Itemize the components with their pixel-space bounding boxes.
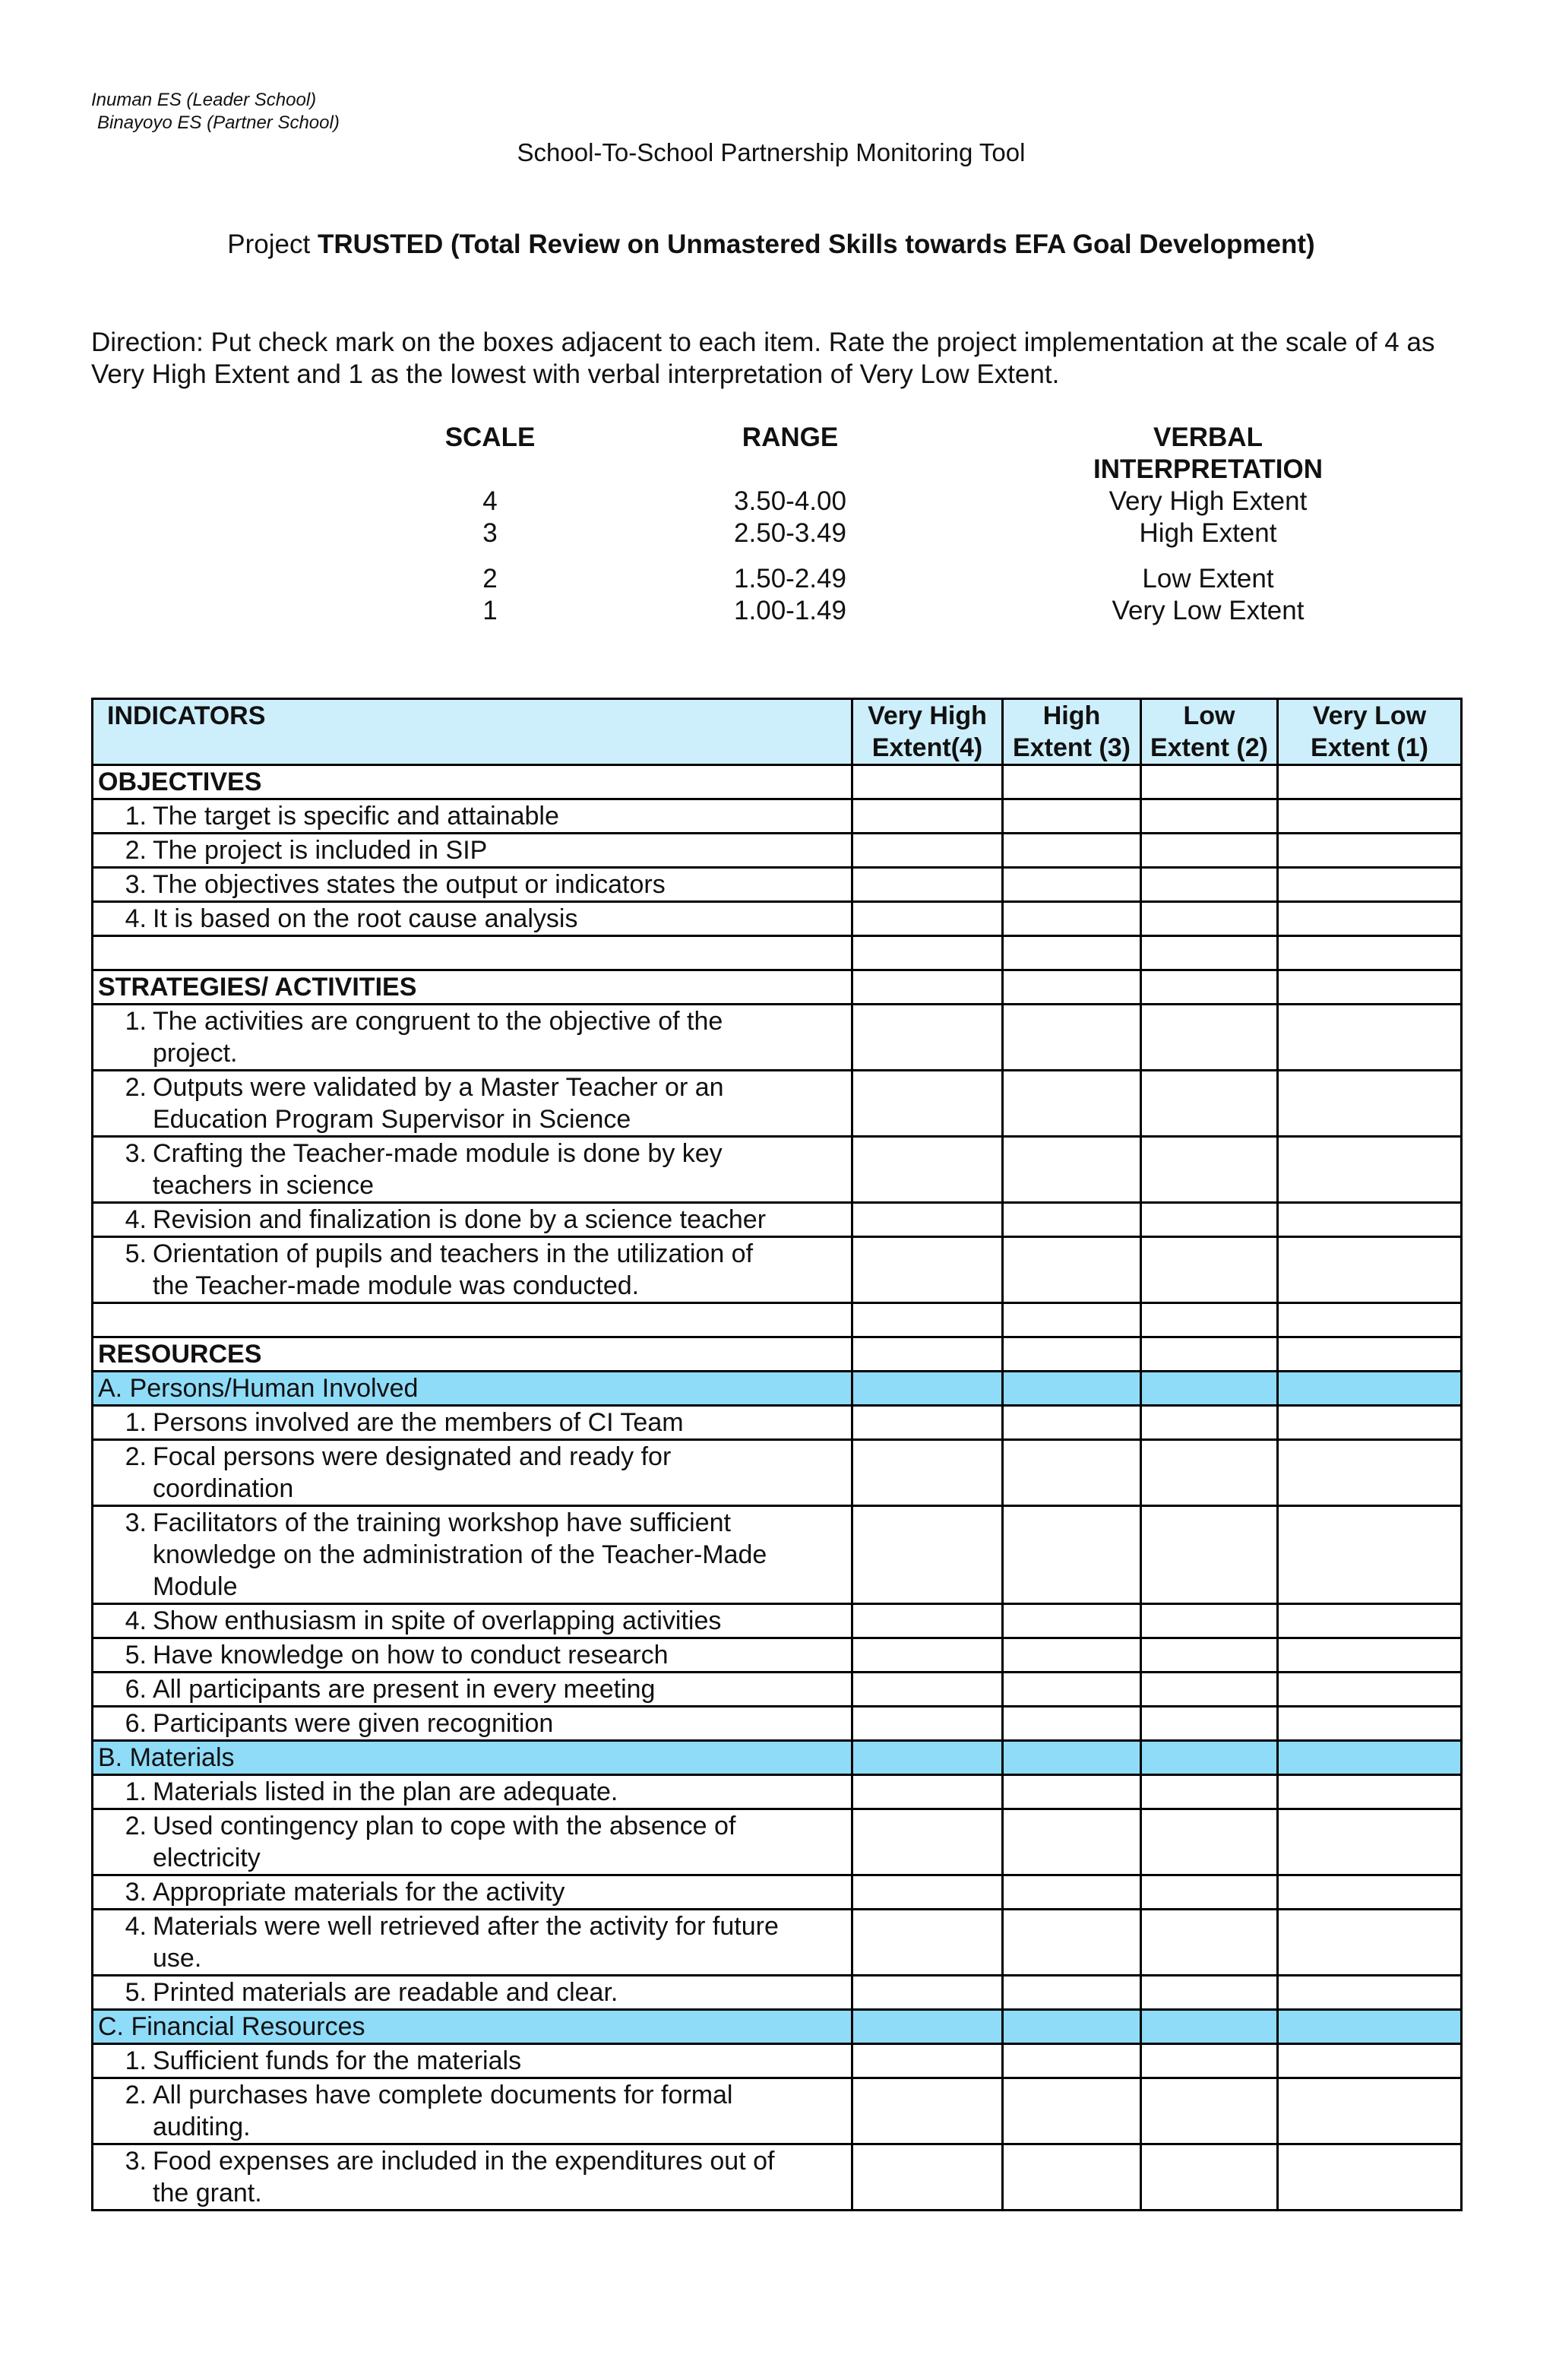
section-title: OBJECTIVES — [93, 765, 852, 799]
rating-checkbox-very-low[interactable] — [1278, 2144, 1462, 2211]
verbal-column — [1064, 422, 1352, 627]
rating-checkbox-very-low[interactable] — [1278, 834, 1462, 868]
rating-checkbox-very-high — [852, 1337, 1003, 1372]
rating-checkbox-low[interactable] — [1141, 1775, 1278, 1809]
rating-checkbox-very-low[interactable] — [1278, 1137, 1462, 1203]
rating-checkbox-high[interactable] — [1003, 1071, 1141, 1137]
rating-checkbox-very-high[interactable] — [852, 2044, 1003, 2078]
indicator-text: Food expenses are included in the expenditures out of the grant. — [153, 2147, 775, 2208]
rating-checkbox-very-low — [1278, 1303, 1462, 1337]
indicator-text: Sufficient funds for the materials — [153, 2046, 522, 2075]
indicator-text: Printed materials are readable and clear. — [153, 1978, 618, 2007]
rating-checkbox-high[interactable] — [1003, 1203, 1141, 1237]
rating-checkbox-high[interactable] — [1003, 1137, 1141, 1203]
rating-checkbox-very-low[interactable] — [1278, 1638, 1462, 1673]
very-low-extent-header: Very Low Extent (1) — [1278, 699, 1462, 765]
rating-checkbox-very-high[interactable] — [852, 1604, 1003, 1638]
rating-checkbox-very-low[interactable] — [1278, 1506, 1462, 1604]
indicator-row — [93, 1137, 1462, 1203]
indicator-text: Used contingency plan to cope with the absence of electricity — [153, 1812, 736, 1872]
rating-checkbox-high[interactable] — [1003, 1707, 1141, 1741]
rating-checkbox-very-high[interactable] — [852, 902, 1003, 936]
rating-checkbox-low — [1141, 1372, 1278, 1406]
indicator-text: Focal persons were designated and ready for coordination — [153, 1442, 672, 1503]
indicator-text: The project is included in SIP — [153, 836, 488, 865]
rating-checkbox-high[interactable] — [1003, 1875, 1141, 1910]
subsection-row — [93, 1741, 1462, 1775]
rating-checkbox-low[interactable] — [1141, 1506, 1278, 1604]
indicator-cell — [93, 1604, 852, 1638]
indicator-number: 1. — [125, 1007, 147, 1036]
rating-checkbox-high[interactable] — [1003, 1976, 1141, 2010]
rating-checkbox-high[interactable] — [1003, 1910, 1141, 1976]
rating-checkbox-low[interactable] — [1141, 1604, 1278, 1638]
scale-value: 1 — [482, 596, 498, 625]
rating-checkbox-low[interactable] — [1141, 1071, 1278, 1137]
indicator-cell — [93, 1707, 852, 1741]
range-value: 1.00-1.49 — [734, 596, 846, 625]
rating-checkbox-high[interactable] — [1003, 1638, 1141, 1673]
indicator-number: 6. — [125, 1675, 147, 1704]
indicator-text: Appropriate materials for the activity — [153, 1878, 565, 1907]
indicator-cell — [93, 1775, 852, 1809]
indicator-row — [93, 1071, 1462, 1137]
rating-checkbox-very-low[interactable] — [1278, 1875, 1462, 1910]
rating-checkbox-low[interactable] — [1141, 1005, 1278, 1071]
indicator-cell — [93, 2078, 852, 2144]
section-row — [93, 1337, 1462, 1372]
rating-checkbox-very-high — [852, 1741, 1003, 1775]
indicator-row — [93, 799, 1462, 834]
indicator-row — [93, 2044, 1462, 2078]
rating-checkbox-very-low[interactable] — [1278, 1071, 1462, 1137]
rating-checkbox-high[interactable] — [1003, 1005, 1141, 1071]
range-value: 1.50-2.49 — [734, 564, 846, 593]
indicator-text: Materials listed in the plan are adequate. — [153, 1777, 618, 1806]
rating-checkbox-low[interactable] — [1141, 1910, 1278, 1976]
rating-checkbox-very-low[interactable] — [1278, 1707, 1462, 1741]
rating-checkbox-very-low[interactable] — [1278, 1809, 1462, 1875]
rating-checkbox-high[interactable] — [1003, 1406, 1141, 1440]
indicator-cell — [93, 1137, 852, 1203]
scale-column — [429, 422, 551, 627]
indicator-cell — [93, 1440, 852, 1506]
indicator-cell — [93, 1071, 852, 1137]
rating-checkbox-very-high — [852, 2010, 1003, 2044]
indicator-number: 4. — [125, 904, 147, 933]
rating-checkbox-low[interactable] — [1141, 868, 1278, 902]
rating-checkbox-high — [1003, 1741, 1141, 1775]
indicator-cell — [93, 2144, 852, 2211]
rating-checkbox-low — [1141, 970, 1278, 1005]
indicator-row — [93, 1976, 1462, 2010]
indicator-cell — [93, 1910, 852, 1976]
rating-checkbox-very-high[interactable] — [852, 1976, 1003, 2010]
table-header-row — [93, 699, 1462, 765]
indicator-number: 2. — [125, 2081, 147, 2109]
range-value: 2.50-3.49 — [734, 518, 846, 548]
rating-checkbox-high[interactable] — [1003, 902, 1141, 936]
rating-checkbox-very-low[interactable] — [1278, 1775, 1462, 1809]
scale-value: 3 — [482, 518, 498, 548]
rating-checkbox-very-high[interactable] — [852, 1775, 1003, 1809]
rating-checkbox-low[interactable] — [1141, 1237, 1278, 1303]
indicator-text: Crafting the Teacher-made module is done by key teachers in science — [153, 1139, 723, 1200]
verbal-value: Very Low Extent — [1112, 596, 1305, 625]
rating-checkbox-very-high[interactable] — [852, 2144, 1003, 2211]
rating-checkbox-very-high[interactable] — [852, 868, 1003, 902]
rating-checkbox-high — [1003, 970, 1141, 1005]
rating-checkbox-high — [1003, 936, 1141, 970]
indicator-text: All participants are present in every meeting — [153, 1675, 656, 1704]
rating-checkbox-very-low[interactable] — [1278, 1976, 1462, 2010]
rating-checkbox-very-low[interactable] — [1278, 1237, 1462, 1303]
rating-checkbox-high[interactable] — [1003, 2144, 1141, 2211]
rating-checkbox-low[interactable] — [1141, 2078, 1278, 2144]
blank-cell — [93, 1303, 852, 1337]
indicator-number: 4. — [125, 1912, 147, 1941]
rating-checkbox-high[interactable] — [1003, 1440, 1141, 1506]
rating-checkbox-low[interactable] — [1141, 834, 1278, 868]
page-title: School-To-School Partnership Monitoring Tool — [517, 138, 1026, 166]
indicator-number: 4. — [125, 1205, 147, 1234]
indicator-number: 2. — [125, 1073, 147, 1102]
rating-checkbox-very-high — [852, 1372, 1003, 1406]
direction-text: Direction: Put check mark on the boxes adjacent to each item. Rate the project implementation at the scale of 4 as Very High Extent and 1 as the lowest with verbal interpretation of Very Low Extent. — [91, 328, 1435, 389]
rating-checkbox-very-high[interactable] — [852, 1638, 1003, 1673]
indicator-text: Orientation of pupils and teachers in the utilization of the Teacher-made module was conducted. — [153, 1239, 754, 1300]
rating-checkbox-low — [1141, 1741, 1278, 1775]
verbal-header: VERBAL INTERPRETATION — [1093, 423, 1324, 484]
rating-checkbox-very-high[interactable] — [852, 1203, 1003, 1237]
indicator-row — [93, 1406, 1462, 1440]
section-title: STRATEGIES/ ACTIVITIES — [93, 970, 852, 1005]
indicator-number: 1. — [125, 2046, 147, 2075]
indicator-number: 3. — [125, 1139, 147, 1168]
rating-checkbox-very-high[interactable] — [852, 2078, 1003, 2144]
rating-checkbox-high — [1003, 1372, 1141, 1406]
indicator-row — [93, 902, 1462, 936]
section-title: RESOURCES — [93, 1337, 852, 1372]
rating-checkbox-low[interactable] — [1141, 1406, 1278, 1440]
rating-checkbox-very-high — [852, 936, 1003, 970]
indicator-number: 1. — [125, 802, 147, 831]
rating-checkbox-low[interactable] — [1141, 2044, 1278, 2078]
subsection-title: A. Persons/Human Involved — [93, 1372, 852, 1406]
indicator-text: All purchases have complete documents for formal auditing. — [153, 2081, 733, 2141]
indicator-cell — [93, 1809, 852, 1875]
indicator-text: Facilitators of the training workshop have sufficient knowledge on the administration of the Teacher-Made Module — [153, 1508, 767, 1601]
indicator-text: Show enthusiasm in spite of overlapping activities — [153, 1606, 722, 1635]
indicator-text: It is based on the root cause analysis — [153, 904, 578, 933]
indicator-cell — [93, 1005, 852, 1071]
rating-checkbox-low — [1141, 2010, 1278, 2044]
rating-checkbox-very-low — [1278, 1372, 1462, 1406]
rating-checkbox-high[interactable] — [1003, 2044, 1141, 2078]
rating-checkbox-low — [1141, 936, 1278, 970]
rating-checkbox-very-low — [1278, 970, 1462, 1005]
monitoring-table — [91, 698, 1463, 2211]
range-value: 3.50-4.00 — [734, 486, 846, 516]
indicator-cell — [93, 1875, 852, 1910]
indicator-cell — [93, 1237, 852, 1303]
indicator-row — [93, 868, 1462, 902]
rating-checkbox-very-low[interactable] — [1278, 1673, 1462, 1707]
rating-checkbox-very-high[interactable] — [852, 799, 1003, 834]
indicator-row — [93, 1775, 1462, 1809]
rating-checkbox-very-high[interactable] — [852, 1809, 1003, 1875]
rating-checkbox-very-high[interactable] — [852, 1440, 1003, 1506]
rating-checkbox-very-low — [1278, 765, 1462, 799]
rating-checkbox-low — [1141, 1337, 1278, 1372]
rating-checkbox-very-low[interactable] — [1278, 1910, 1462, 1976]
rating-checkbox-very-low[interactable] — [1278, 1203, 1462, 1237]
scale-header: SCALE — [444, 423, 536, 452]
blank-row — [93, 1303, 1462, 1337]
rating-checkbox-low — [1141, 765, 1278, 799]
indicator-cell — [93, 1976, 852, 2010]
indicator-number: 3. — [125, 870, 147, 899]
low-extent-header: Low Extent (2) — [1141, 699, 1278, 765]
indicator-cell — [93, 902, 852, 936]
rating-checkbox-very-low — [1278, 1741, 1462, 1775]
rating-checkbox-very-high[interactable] — [852, 1406, 1003, 1440]
indicator-cell — [93, 1638, 852, 1673]
rating-checkbox-very-low[interactable] — [1278, 2044, 1462, 2078]
rating-checkbox-low[interactable] — [1141, 2144, 1278, 2211]
scale-value: 4 — [482, 486, 498, 516]
subsection-row — [93, 1372, 1462, 1406]
indicators-header: INDICATORS — [93, 699, 852, 765]
verbal-value: Very High Extent — [1108, 486, 1308, 516]
indicator-row — [93, 1440, 1462, 1506]
rating-checkbox-high[interactable] — [1003, 1673, 1141, 1707]
rating-checkbox-very-high — [852, 970, 1003, 1005]
rating-checkbox-high[interactable] — [1003, 2078, 1141, 2144]
rating-checkbox-high[interactable] — [1003, 834, 1141, 868]
indicator-text: Have knowledge on how to conduct research — [153, 1641, 669, 1669]
rating-checkbox-very-low[interactable] — [1278, 1604, 1462, 1638]
rating-checkbox-very-low — [1278, 1337, 1462, 1372]
indicator-text: The target is specific and attainable — [153, 802, 559, 831]
rating-checkbox-high — [1003, 1303, 1141, 1337]
indicator-cell — [93, 834, 852, 868]
rating-checkbox-low[interactable] — [1141, 1440, 1278, 1506]
indicator-number: 3. — [125, 1508, 147, 1537]
subsection-title: C. Financial Resources — [93, 2010, 852, 2044]
indicator-number: 5. — [125, 1239, 147, 1268]
indicator-text: Persons involved are the members of CI Team — [153, 1408, 684, 1437]
indicator-number: 2. — [125, 1442, 147, 1471]
very-high-extent-header: Very High Extent(4) — [852, 699, 1003, 765]
rating-checkbox-low[interactable] — [1141, 1875, 1278, 1910]
rating-checkbox-high[interactable] — [1003, 1604, 1141, 1638]
range-header: RANGE — [742, 423, 839, 452]
project-title — [0, 229, 1542, 260]
indicator-cell — [93, 1406, 852, 1440]
rating-checkbox-very-low — [1278, 2010, 1462, 2044]
rating-checkbox-very-low[interactable] — [1278, 799, 1462, 834]
high-extent-header: High Extent (3) — [1003, 699, 1141, 765]
indicator-row — [93, 1203, 1462, 1237]
blank-cell — [93, 936, 852, 970]
rating-checkbox-very-high[interactable] — [852, 1506, 1003, 1604]
rating-checkbox-high[interactable] — [1003, 1506, 1141, 1604]
indicator-row — [93, 1673, 1462, 1707]
indicator-cell — [93, 868, 852, 902]
rating-checkbox-very-low[interactable] — [1278, 902, 1462, 936]
subsection-title: B. Materials — [93, 1741, 852, 1775]
rating-checkbox-high — [1003, 1337, 1141, 1372]
range-column — [691, 422, 889, 627]
rating-checkbox-very-low[interactable] — [1278, 1406, 1462, 1440]
rating-checkbox-very-high[interactable] — [852, 1707, 1003, 1741]
rating-checkbox-very-high — [852, 765, 1003, 799]
indicator-row — [93, 1809, 1462, 1875]
indicator-row — [93, 1707, 1462, 1741]
rating-checkbox-high — [1003, 765, 1141, 799]
indicator-number: 2. — [125, 1812, 147, 1840]
rating-checkbox-very-high[interactable] — [852, 1071, 1003, 1137]
verbal-value: High Extent — [1139, 518, 1277, 548]
rating-checkbox-low — [1141, 1303, 1278, 1337]
subsection-row — [93, 2010, 1462, 2044]
indicator-text: The activities are congruent to the objective of the project. — [153, 1007, 723, 1068]
indicator-row — [93, 834, 1462, 868]
indicator-cell — [93, 1506, 852, 1604]
indicator-text: Outputs were validated by a Master Teacher or an Education Program Supervisor in Science — [153, 1073, 724, 1134]
indicator-row — [93, 2144, 1462, 2211]
indicator-row — [93, 1875, 1462, 1910]
indicator-number: 3. — [125, 2147, 147, 2176]
indicator-number: 4. — [125, 1606, 147, 1635]
leader-school-label: Inuman ES (Leader School) — [91, 90, 317, 110]
blank-row — [93, 936, 1462, 970]
rating-checkbox-high[interactable] — [1003, 1775, 1141, 1809]
indicator-row — [93, 1604, 1462, 1638]
rating-checkbox-very-high[interactable] — [852, 1875, 1003, 1910]
rating-checkbox-high[interactable] — [1003, 1237, 1141, 1303]
rating-checkbox-low[interactable] — [1141, 1137, 1278, 1203]
rating-checkbox-very-low[interactable] — [1278, 2078, 1462, 2144]
indicator-row — [93, 1005, 1462, 1071]
rating-checkbox-high — [1003, 2010, 1141, 2044]
rating-checkbox-very-low[interactable] — [1278, 868, 1462, 902]
rating-checkbox-very-high[interactable] — [852, 1673, 1003, 1707]
rating-checkbox-very-low[interactable] — [1278, 1005, 1462, 1071]
verbal-value: Low Extent — [1142, 564, 1274, 593]
section-row — [93, 970, 1462, 1005]
indicator-text: Materials were well retrieved after the activity for future use. — [153, 1912, 779, 1973]
rating-checkbox-low[interactable] — [1141, 1673, 1278, 1707]
indicator-number: 6. — [125, 1709, 147, 1738]
indicator-text: Participants were given recognition — [153, 1709, 554, 1738]
rating-checkbox-low[interactable] — [1141, 1976, 1278, 2010]
scale-value: 2 — [482, 564, 498, 593]
indicator-row — [93, 2078, 1462, 2144]
project-prefix: Project — [227, 229, 318, 259]
partner-school-label: Binayoyo ES (Partner School) — [97, 112, 340, 133]
rating-checkbox-very-high[interactable] — [852, 834, 1003, 868]
rating-checkbox-low[interactable] — [1141, 902, 1278, 936]
indicator-row — [93, 1506, 1462, 1604]
rating-checkbox-very-high[interactable] — [852, 1005, 1003, 1071]
indicator-text: The objectives states the output or indicators — [153, 870, 666, 899]
rating-checkbox-high[interactable] — [1003, 1809, 1141, 1875]
rating-checkbox-very-high[interactable] — [852, 1910, 1003, 1976]
rating-checkbox-high[interactable] — [1003, 799, 1141, 834]
rating-checkbox-low[interactable] — [1141, 799, 1278, 834]
rating-checkbox-low[interactable] — [1141, 1809, 1278, 1875]
project-name: TRUSTED (Total Review on Unmastered Skills towards EFA Goal Development) — [317, 229, 1315, 259]
rating-checkbox-low[interactable] — [1141, 1203, 1278, 1237]
indicator-row — [93, 1237, 1462, 1303]
indicator-number: 5. — [125, 1641, 147, 1669]
rating-checkbox-very-low — [1278, 936, 1462, 970]
indicator-row — [93, 1638, 1462, 1673]
section-row — [93, 765, 1462, 799]
indicator-cell — [93, 1673, 852, 1707]
indicator-cell — [93, 1203, 852, 1237]
indicator-number: 1. — [125, 1777, 147, 1806]
indicator-text: Revision and finalization is done by a science teacher — [153, 1205, 767, 1234]
rating-checkbox-low[interactable] — [1141, 1707, 1278, 1741]
rating-checkbox-very-low[interactable] — [1278, 1440, 1462, 1506]
indicator-number: 5. — [125, 1978, 147, 2007]
rating-checkbox-low[interactable] — [1141, 1638, 1278, 1673]
indicator-number: 2. — [125, 836, 147, 865]
indicator-cell — [93, 799, 852, 834]
indicator-number: 1. — [125, 1408, 147, 1437]
rating-checkbox-very-high — [852, 1303, 1003, 1337]
indicator-number: 3. — [125, 1878, 147, 1907]
indicator-row — [93, 1910, 1462, 1976]
rating-checkbox-high[interactable] — [1003, 868, 1141, 902]
rating-checkbox-very-high[interactable] — [852, 1237, 1003, 1303]
indicator-cell — [93, 2044, 852, 2078]
rating-checkbox-very-high[interactable] — [852, 1137, 1003, 1203]
